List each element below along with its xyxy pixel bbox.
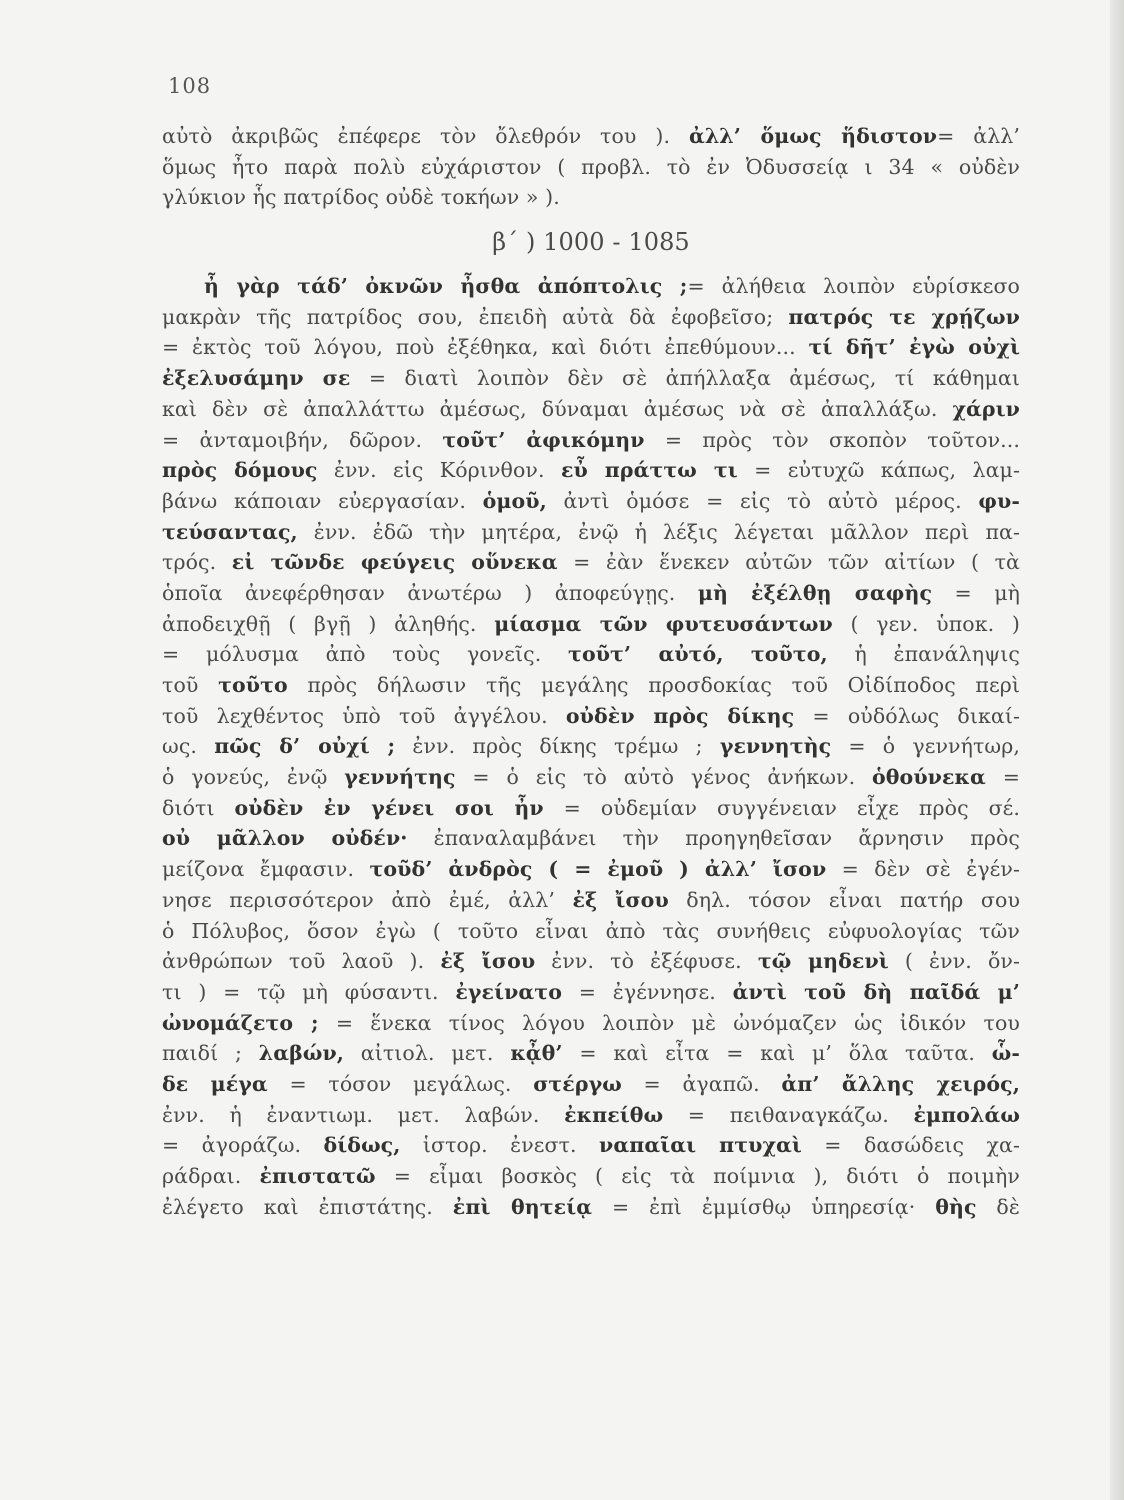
gloss-text: = ἐκτὸς τοῦ λόγου, ποὺ ἐξέθηκα, καὶ διότι ἐπεθύμουν...: [162, 335, 809, 360]
lemma-term: ναπαῖαι πτυχαὶ: [599, 1133, 802, 1158]
text-line: [162, 1130, 1020, 1161]
lemma-term: ἐπιστατῶ: [259, 1164, 376, 1188]
gloss-text: ( γεν. ὑποκ. ): [832, 611, 1020, 636]
lemma-term: ἐμπολάω: [913, 1102, 1020, 1127]
gloss-text: δὲ: [976, 1194, 1020, 1219]
text-line: [162, 885, 1020, 916]
gloss-text: τι ) = τῷ μὴ φύσαντι.: [162, 979, 456, 1004]
gloss-text: ἐνν. πρὸς δίκης τρέμω ;: [395, 734, 720, 759]
gloss-text: αὐτὸ ἀκριβῶς ἐπέφερε τὸν ὄλεθρόν του ).: [162, 124, 689, 148]
text-line: [162, 609, 1020, 640]
gloss-text: ἐνν. εἰς Κόρινθον.: [317, 458, 561, 483]
gloss-text: βάνω κάποιαν εὐεργασίαν.: [162, 488, 483, 513]
lemma-term: ἐγείνατο: [455, 979, 562, 1004]
gloss-text: ἐνν. τὸ ἐξέφυσε.: [535, 949, 758, 974]
page-edge-shadow: [1110, 0, 1124, 1500]
text-line: [162, 946, 1020, 977]
gloss-text: ἀποδειχθῇ ( βγῇ ) ἀληθής.: [162, 611, 495, 636]
lemma-term: οὐ μᾶλλον οὐδέν·: [162, 826, 408, 851]
lemma-term: μίασμα τῶν φυτευσάντων: [494, 611, 833, 636]
gloss-text: = ἀλλ’: [937, 124, 1020, 148]
gloss-text: = ἐπὶ ἐμμίσθῳ ὑπηρεσίᾳ·: [592, 1194, 936, 1219]
lemma-term: εὖ πράττω τι: [560, 458, 738, 483]
gloss-text: β΄ ) 1000 - 1085: [492, 228, 690, 257]
text-line: [162, 701, 1020, 732]
gloss-text: = τόσον μεγάλως.: [267, 1071, 534, 1096]
text-line: [162, 1161, 1020, 1192]
gloss-text: ὅμως ἦτο παρὰ πολὺ εὐχάριστον ( προβλ. τὸ ἐν Ὀδυσσείᾳ ι 34 « οὐδὲν: [162, 154, 1020, 179]
gloss-text: τοῦ λεχθέντος ὑπὸ τοῦ ἀγγέλου.: [162, 703, 566, 728]
gloss-text: ἐνν. ἡ ἐναντιωμ. μετ. λαβών.: [162, 1102, 565, 1127]
gloss-text: ἀνθρώπων τοῦ λαοῦ ).: [162, 949, 441, 974]
gloss-text: γλύκιον ἧς πατρίδος οὐδὲ τοκήων » ).: [162, 185, 560, 210]
lemma-term: ἀντὶ τοῦ δὴ παῖδά μ’: [732, 979, 1020, 1004]
lemma-term: μὴ ἐξέλθῃ σαφὴς: [697, 580, 933, 605]
lemma-term: ὠνομάζετο ;: [162, 1010, 319, 1035]
text-line: [162, 394, 1020, 425]
gloss-text: = ἀλήθεια λοιπὸν εὑρίσκεσο: [687, 274, 1020, 299]
gloss-text: = ὁ εἰς τὸ αὐτὸ γένος ἀνήκων.: [455, 765, 873, 790]
lemma-term: οὐδὲν ἐν γένει σοι ἦν: [234, 795, 544, 820]
lemma-term: τοῦτο: [218, 673, 288, 697]
lemma-term: δίδως,: [323, 1133, 401, 1158]
text-line: [162, 332, 1020, 363]
lemma-term: τοῦδ’ ἀνδρὸς ( = ἐμοῦ ) ἀλλ’ ἴσον: [369, 857, 827, 882]
text-line: [162, 977, 1020, 1008]
gloss-text: = μόλυσμα ἀπὸ τοὺς γονεῖς.: [162, 642, 569, 667]
gloss-text: = ἀγοράζω.: [162, 1133, 324, 1158]
section-heading: [162, 217, 1020, 267]
text-line: [162, 425, 1020, 456]
gloss-text: ὁ Πόλυβος, ὅσον ἐγὼ ( τοῦτο εἶναι ἀπὸ τὰς συνήθεις εὐφυολογίας τῶν: [162, 918, 1020, 943]
gloss-text: = μὴ: [932, 580, 1020, 605]
gloss-text: =: [985, 765, 1020, 790]
text-line: [162, 1008, 1020, 1039]
lemma-term: ὁθούνεκα: [872, 765, 986, 790]
lemma-term: γεννητὴς: [719, 734, 832, 759]
lemma-term: λαβών,: [258, 1041, 345, 1066]
lemma-term: φυ-: [978, 488, 1020, 513]
gloss-text: = ἐγέννησε.: [561, 979, 733, 1004]
gloss-text: μακρὰν τῆς πατρίδος σου, ἐπειδὴ αὐτὰ δὰ ἐφοβεῖσο;: [162, 304, 789, 329]
lemma-term: δε μέγα: [162, 1071, 268, 1096]
gloss-text: = οὐδεμίαν συγγένειαν εἶχε πρὸς σέ.: [543, 795, 1020, 820]
gloss-text: αἰτιολ. μετ.: [344, 1041, 511, 1066]
text-line: [162, 1192, 1020, 1223]
gloss-text: = πρὸς τὸν σκοπὸν τοῦτον...: [644, 427, 1020, 452]
gloss-text: παιδί ;: [162, 1041, 259, 1066]
lemma-term: γεννήτης: [344, 765, 456, 790]
page-number: 108: [168, 74, 212, 98]
gloss-text: = δασώδεις χα-: [801, 1133, 1020, 1158]
lemma-term: ὧ-: [991, 1041, 1020, 1066]
gloss-text: ἀντὶ ὁμόσε = εἰς τὸ αὐτὸ μέρος.: [546, 488, 979, 513]
text-line: [162, 1038, 1020, 1069]
text-line: [162, 486, 1020, 517]
text-line: [162, 517, 1020, 548]
text-line: [162, 121, 1020, 152]
text-line: [162, 762, 1020, 793]
gloss-text: διότι: [162, 795, 235, 820]
text-line: [162, 152, 1020, 183]
lemma-term: χάριν: [952, 396, 1020, 421]
gloss-text: τοῦ: [162, 673, 219, 697]
gloss-text: = ὁ γεννήτωρ,: [831, 734, 1020, 759]
gloss-text: ἐπαναλαμβάνει τὴν προηγηθεῖσαν ἄρνησιν πρὸς: [407, 826, 1020, 851]
gloss-text: πρὸς δήλωσιν τῆς μεγάλης προσδοκίας τοῦ Οἰδίποδος περὶ: [287, 673, 1020, 697]
lemma-term: ἐξ ἴσου: [440, 949, 536, 974]
gloss-text: καὶ δὲν σὲ ἀπαλλάττω ἀμέσως, δύναμαι ἀμέσως νὰ σὲ ἀπαλλάξω.: [162, 396, 953, 421]
text-line: [162, 793, 1020, 824]
text-line: [162, 547, 1020, 578]
gloss-text: = ἀγαπῶ.: [621, 1071, 782, 1096]
text-line: [162, 1069, 1020, 1100]
lemma-term: ἐπὶ θητείᾳ: [452, 1194, 593, 1219]
gloss-text: = πειθαναγκάζω.: [663, 1102, 914, 1127]
lemma-term: ἀπ’ ἄλλης χειρός,: [781, 1071, 1020, 1096]
gloss-text: ἐλέγετο καὶ ἐπιστάτης.: [162, 1194, 453, 1219]
gloss-text: = ἀνταμοιβήν, δῶρον.: [162, 427, 443, 452]
lemma-term: εἰ τῶνδε φεύγεις οὕνεκα: [231, 550, 558, 575]
gloss-text: ὁ γονεύς, ἐνῷ: [162, 765, 345, 790]
lemma-term: θὴς: [935, 1194, 977, 1219]
gloss-text: = εἶμαι βοσκὸς ( εἰς τὰ ποίμνια ), διότι ὁ ποιμὴν: [375, 1164, 1020, 1188]
text-line: [162, 731, 1020, 762]
text-line: [162, 363, 1020, 394]
lemma-term: ἐξελυσάμην σε: [162, 366, 351, 391]
text-line: [162, 670, 1020, 701]
lemma-term: ἐξ ἴσου: [572, 887, 669, 912]
gloss-text: τρός.: [162, 550, 232, 575]
lemma-term: πατρός τε χρῄζων: [788, 304, 1020, 329]
text-line: [162, 1100, 1020, 1131]
text-line: [162, 182, 1020, 213]
gloss-text: ως.: [162, 734, 215, 759]
gloss-text: δηλ. τόσον εἶναι πατήρ σου: [668, 887, 1020, 912]
lemma-term: τί δῆτ’ ἐγὼ οὐχὶ: [808, 335, 1020, 360]
lemma-term: τοῦτ’ αὐτό, τοῦτο,: [568, 642, 828, 667]
gloss-text: = διατὶ λοιπὸν δὲν σὲ ἀπήλλαξα ἀμέσως, τί κάθημαι: [350, 366, 1020, 391]
lemma-term: τοῦτ’ ἀφικόμην: [442, 427, 645, 452]
gloss-text: ( ἐνν. ὄν-: [888, 949, 1020, 974]
gloss-text: = δὲν σὲ ἐγέν-: [826, 857, 1020, 882]
lemma-term: τῷ μηδενὶ: [757, 949, 889, 974]
gloss-text: = καὶ εἶτα = καὶ μ’ ὅλα ταῦτα.: [562, 1041, 992, 1066]
gloss-text: = εὐτυχῶ κάπως, λαμ-: [737, 458, 1020, 483]
text-line: [162, 578, 1020, 609]
lemma-term: πῶς δ’ οὐχί ;: [214, 734, 396, 759]
lemma-term: πρὸς δόμους: [162, 458, 318, 483]
text-line: [162, 823, 1020, 854]
gloss-text: ἐνν. ἐδῶ τὴν μητέρα, ἐνῷ ἡ λέξις λέγεται μᾶλλον περὶ πα-: [297, 519, 1020, 544]
gloss-text: = ἕνεκα τίνος λόγου λοιπὸν μὲ ὠνόμαζεν ὡς ἰδικόν του: [318, 1010, 1020, 1035]
gloss-text: ἡ ἐπανάληψις: [827, 642, 1020, 667]
gloss-text: μείζονα ἔμφασιν.: [162, 857, 370, 882]
gloss-text: νησε περισσότερον ἀπὸ ἐμέ, ἀλλ’: [162, 887, 573, 912]
lemma-term: στέργω: [533, 1071, 622, 1096]
commentary-text-block: [162, 121, 1020, 1222]
gloss-text: ὁποῖα ἀνεφέρθησαν ἀνωτέρω ) ἀποφεύγῃς.: [162, 580, 698, 605]
lemma-term: ἀλλ’ ὅμως ἥδιστον: [688, 124, 938, 148]
text-line: [162, 455, 1020, 486]
text-line: [162, 639, 1020, 670]
gloss-text: = ἐὰν ἕνεκεν αὐτῶν τῶν αἰτίων ( τὰ: [557, 550, 1020, 575]
gloss-text: = οὐδόλως δικαί-: [794, 703, 1020, 728]
text-line: [162, 271, 1020, 302]
lemma-term: οὐδὲν πρὸς δίκης: [565, 703, 795, 728]
text-line: [162, 854, 1020, 885]
lemma-term: ἐκπείθω: [564, 1102, 664, 1127]
gloss-text: ράδραι.: [162, 1164, 260, 1188]
gloss-text: ἱστορ. ἐνεστ.: [400, 1133, 600, 1158]
text-line: [162, 302, 1020, 333]
lemma-term: ὁμοῦ,: [482, 488, 547, 513]
text-line: [162, 916, 1020, 947]
lemma-term: ἦ γὰρ τάδ’ ὀκνῶν ἦσθα ἀπόπτολις ;: [204, 274, 688, 299]
lemma-term: τεύσαντας,: [162, 519, 298, 544]
lemma-term: κᾆθ’: [510, 1041, 563, 1066]
